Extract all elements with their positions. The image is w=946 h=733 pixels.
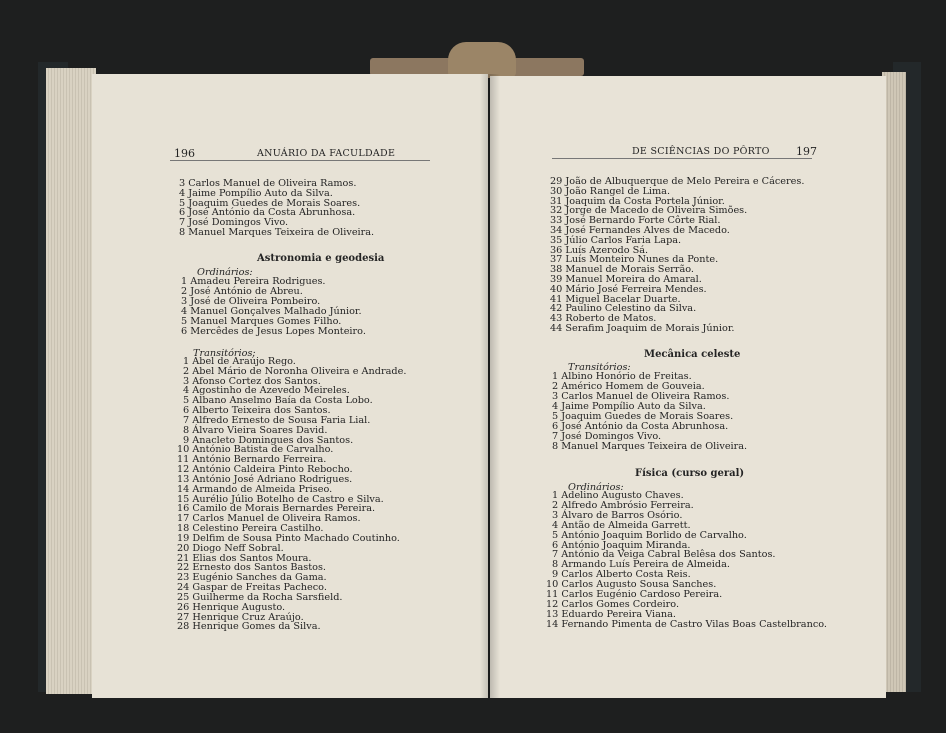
list-item: 11 Carlos Eugénio Cardoso Pereira.: [546, 589, 723, 600]
list-item: 37 Luís Monteiro Nunes da Ponte.: [550, 254, 719, 266]
list-item: 6 Mercêdes de Jesus Lopes Monteiro.: [181, 326, 366, 337]
running-head: ANUÁRIO DA FACULDADE: [257, 148, 396, 159]
list-item: 3 Carlos Manuel de Oliveira Ramos.: [552, 391, 730, 402]
header-rule: [170, 160, 430, 161]
left-page-edges: [46, 68, 96, 694]
section-title: Mecânica celeste: [644, 349, 741, 360]
list-item: 2 Abel Mário de Noronha Oliveira e Andrade.: [183, 365, 407, 377]
list-item: 29 João de Albuquerque de Melo Pereira e Cáceres.: [550, 176, 805, 187]
list-item: 35 Júlio Carlos Faria Lapa.: [550, 234, 682, 246]
list-item: 9 Anacleto Domingues dos Santos.: [183, 434, 354, 446]
list-item: 39 Manuel Moreira do Amaral.: [550, 274, 702, 285]
list-item: 22 Ernesto dos Santos Bastos.: [177, 562, 327, 574]
list-item: 8 Manuel Marques Teixeira de Oliveira.: [552, 441, 748, 452]
list-item: 10 António Batista de Carvalho.: [177, 444, 334, 456]
list-item: 3 Álvaro de Barros Osório.: [552, 509, 683, 521]
list-item: 4 Jaime Pompílio Auto da Silva.: [179, 187, 333, 199]
list-item: 15 Aurélio Júlio Botelho de Castro e Silva.: [177, 493, 384, 505]
list-item: 5 António Joaquim Borlido de Carvalho.: [552, 529, 747, 541]
list-item: 5 Joaquim Guedes de Morais Soares.: [179, 197, 361, 209]
list-item: 6 António Joaquim Miranda.: [552, 539, 691, 551]
page-number: 197: [796, 145, 817, 158]
list-item: 32 Jorge de Macedo de Oliveira Simões.: [550, 205, 748, 217]
section-title: Astronomia e geodesia: [257, 253, 385, 264]
list-item: 3 José de Oliveira Pombeiro.: [181, 296, 321, 307]
list-item: 7 Alfredo Ernesto de Sousa Faria Lial.: [183, 414, 371, 426]
list-item: 31 Joaquim da Costa Portela Júnior.: [550, 195, 725, 207]
list-item: 44 Serafim Joaquim de Morais Júnior.: [550, 323, 735, 334]
list-item: 8 Álvaro Vieira Soares David.: [183, 424, 328, 436]
book-gutter: [480, 74, 500, 698]
list-item: 30 João Rangel de Lima.: [550, 185, 671, 197]
right-page: [490, 76, 886, 698]
list-item: 4 Agostinho de Azevedo Meireles.: [183, 385, 350, 397]
list-item: 5 Manuel Marques Gomes Filho.: [181, 316, 342, 327]
section-title: Física (curso geral): [635, 468, 745, 479]
list-item: 9 Carlos Alberto Costa Reis.: [552, 569, 691, 581]
subsection-label: Transitórios:: [568, 362, 631, 373]
subsection-label: Ordinários:: [568, 482, 624, 493]
list-item: 1 Abel de Araújo Rego.: [183, 356, 296, 367]
list-item: 5 Joaquim Guedes de Morais Soares.: [552, 411, 734, 422]
list-item: 26 Henrique Augusto.: [177, 601, 286, 613]
left-page: [92, 74, 488, 698]
list-item: 3 Carlos Manuel de Oliveira Ramos.: [179, 178, 357, 189]
list-item: 7 José Domingos Vivo.: [552, 431, 662, 442]
list-item: 14 Fernando Pimenta de Castro Vilas Boas Castelbranco.: [546, 618, 827, 630]
list-item: 12 António Caldeira Pinto Rebocho.: [177, 464, 353, 476]
list-item: 36 Luís Azerodo Sá.: [550, 244, 649, 256]
list-item: 42 Paulino Celestino da Silva.: [550, 303, 697, 315]
list-item: 13 Eduardo Pereira Viana.: [546, 608, 676, 620]
page-number: 196: [174, 147, 195, 160]
list-item: 28 Henrique Gomes da Silva.: [177, 621, 321, 633]
list-item: 7 José Domingos Vivo.: [179, 217, 289, 229]
list-item: 2 Américo Homem de Gouveia.: [552, 381, 705, 392]
list-item: 41 Miguel Bacelar Duarte.: [550, 293, 681, 305]
list-item: 40 Mário José Ferreira Mendes.: [550, 283, 707, 295]
list-item: 6 José António da Costa Abrunhosa.: [552, 421, 729, 432]
list-item: 1 Amadeu Pereira Rodrigues.: [181, 276, 326, 287]
list-item: 6 Alberto Teixeira dos Santos.: [183, 405, 331, 417]
subsection-label: Ordinários:: [197, 267, 253, 278]
list-item: 19 Delfim de Sousa Pinto Machado Coutinho.: [177, 532, 400, 544]
list-item: 25 Guilherme da Rocha Sarsfield.: [177, 591, 343, 603]
list-item: 34 José Fernandes Alves de Macedo.: [550, 225, 730, 236]
list-item: 2 Alfredo Ambrósio Ferreira.: [552, 499, 694, 511]
list-item: 17 Carlos Manuel de Oliveira Ramos.: [177, 513, 361, 525]
list-item: 14 Armando de Almeida Priseo.: [177, 483, 333, 495]
list-item: 8 Armando Luís Pereira de Almeida.: [552, 559, 730, 571]
list-item: 7 António da Veiga Cabral Belêsa dos Santos.: [552, 549, 776, 561]
list-item: 21 Elias dos Santos Moura.: [177, 552, 312, 564]
list-item: 5 Albano Anselmo Baía da Costa Lobo.: [183, 395, 373, 407]
list-item: 18 Celestino Pereira Castilho.: [177, 523, 324, 535]
list-item: 24 Gaspar de Freitas Pacheco.: [177, 582, 327, 594]
list-item: 43 Roberto de Matos.: [550, 313, 657, 325]
list-item: 8 Manuel Marques Teixeira de Oliveira.: [179, 227, 375, 238]
list-item: 1 Adelino Augusto Chaves.: [552, 490, 684, 501]
subsection-label: Transitórios:: [193, 348, 256, 359]
list-item: 12 Carlos Gomes Cordeiro.: [546, 598, 680, 610]
list-item: 38 Manuel de Morais Serrão.: [550, 264, 694, 276]
list-item: 11 António Bernardo Ferreira.: [177, 454, 327, 466]
list-item: 23 Eugénio Sanches da Gama.: [177, 572, 327, 584]
header-rule: [552, 158, 812, 159]
list-item: 4 Antão de Almeida Garrett.: [552, 519, 691, 531]
list-item: 1 Albino Honório de Freitas.: [552, 371, 692, 382]
list-item: 4 Manuel Gonçalves Malhado Júnior.: [181, 306, 362, 317]
list-item: 6 José António da Costa Abrunhosa.: [179, 207, 356, 219]
list-item: 3 Afonso Cortez dos Santos.: [183, 375, 321, 387]
list-item: 2 José António de Abreu.: [181, 286, 303, 297]
spine-headband: [448, 42, 516, 78]
running-head: DE SCIÊNCIAS DO PÔRTO: [632, 146, 770, 157]
list-item: 27 Henrique Cruz Araújo.: [177, 611, 304, 623]
list-item: 4 Jaime Pompílio Auto da Silva.: [552, 401, 706, 412]
list-item: 10 Carlos Augusto Sousa Sanches.: [546, 579, 717, 591]
list-item: 13 António José Adriano Rodrigues.: [177, 473, 353, 485]
list-item: 20 Diogo Neff Sobral.: [177, 542, 284, 554]
list-item: 16 Camilo de Morais Bernardes Pereira.: [177, 503, 376, 515]
list-item: 33 José Bernardo Forte Côrte Rial.: [550, 215, 721, 227]
